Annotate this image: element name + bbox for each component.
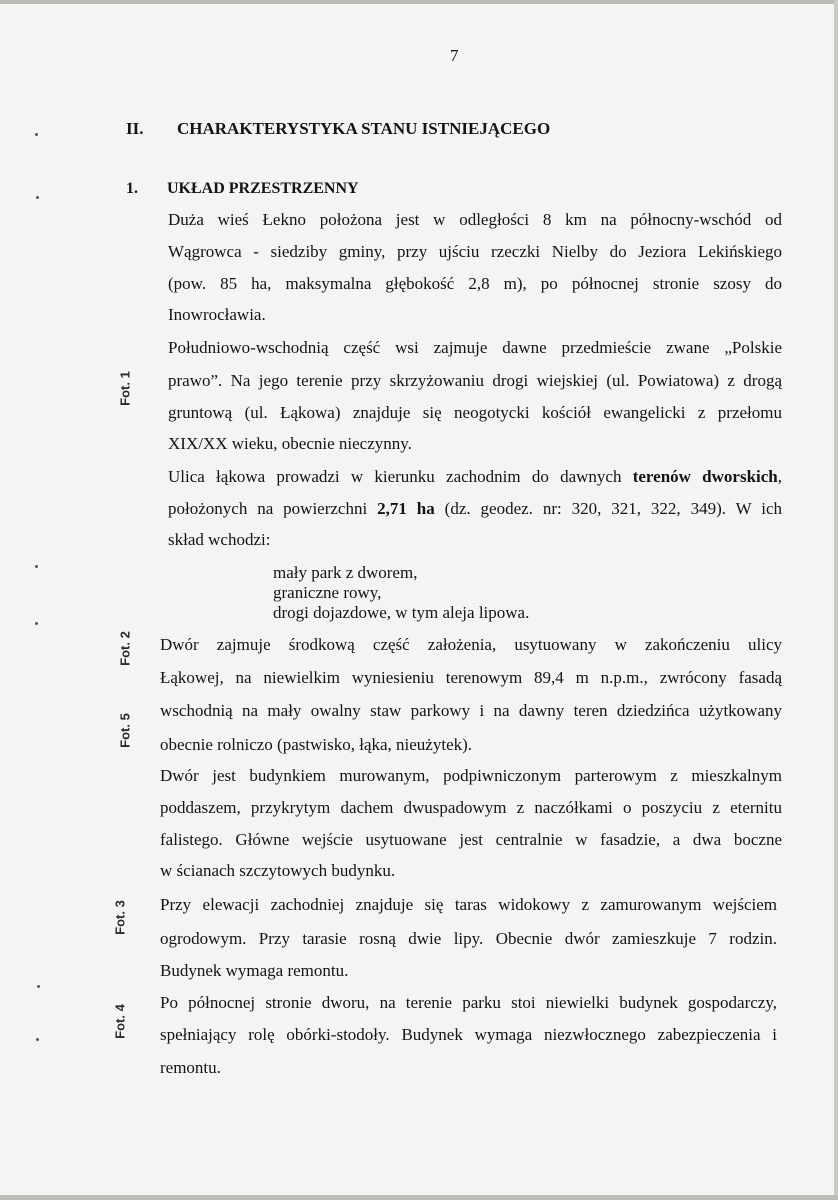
text-line: Łąkowej, na niewielkim wyniesieniu terenowym 89,4 m n.p.m., zwrócony fasadą (160, 668, 782, 687)
text-line: w ścianach szczytowych budynku. (160, 861, 396, 880)
emphasis-area: 2,71 ha (377, 499, 435, 518)
text-line (168, 498, 782, 520)
text-run: Ulica łąkowa prowadzi w kierunku zachodnim do dawnych (168, 467, 622, 486)
text-line: obecnie rolniczo (pastwisko, łąka, nieużytek). (160, 735, 473, 754)
text-line: prawo”. Na jego terenie przy skrzyżowaniu drogi wiejskiej (ul. Powiatowa) z drogą (168, 371, 782, 390)
subsection-number: 1. (126, 180, 138, 197)
text-line: Duża wieś Łekno położona jest w odległości 8 km na północny-wschód od (168, 210, 782, 229)
text-line: Dwór zajmuje środkową część założenia, usytuowany w zakończeniu ulicy (160, 635, 782, 654)
text-run: , (777, 467, 782, 486)
text-line: XIX/XX wieku, obecnie nieczynny. (168, 434, 412, 453)
scan-speck (35, 133, 38, 136)
emphasis-terrain: terenów dworskich (632, 467, 778, 486)
margin-note-fot5: Fot. 5 (117, 713, 133, 748)
text-line: ogrodowym. Przy tarasie rosną dwie lipy. Obecnie dwór zamieszkuje 7 rodzin. (160, 929, 777, 948)
margin-note-fot3: Fot. 3 (112, 900, 128, 935)
composition-list (273, 563, 529, 623)
text-line: (pow. 85 ha, maksymalna głębokość 2,8 m), po północnej stronie szosy do (168, 274, 782, 293)
text-run: (dz. geodez. nr: 320, 321, 322, 349). W ich (444, 499, 783, 518)
text-line: Dwór jest budynkiem murowanym, podpiwniczonym parterowym z mieszkalnym (160, 766, 782, 785)
section-number: II. (126, 119, 144, 138)
scan-speck (36, 196, 39, 199)
scan-edge-right (834, 0, 838, 1200)
scan-speck (36, 1038, 39, 1041)
text-line: gruntową (ul. Łąkowa) znajduje się neogotycki kościół ewangelicki z przełomu (168, 403, 782, 422)
text-line: Południowo-wschodnią część wsi zajmuje dawne przedmieście zwane „Polskie (168, 338, 782, 357)
text-line: spełniający rolę obórki-stodoły. Budynek wymaga niezwłocznego zabezpieczenia i (160, 1025, 777, 1044)
margin-note-fot4: Fot. 4 (112, 1004, 128, 1039)
list-item: mały park z dworem, (273, 563, 418, 582)
margin-note-fot2: Fot. 2 (117, 631, 133, 666)
subsection-title: UKŁAD PRZESTRZENNY (167, 180, 359, 197)
text-line: wschodnią na mały owalny staw parkowy i na dawny teren dziedzińca użytkowany (160, 701, 782, 720)
text-line: Przy elewacji zachodniej znajduje się taras widokowy z zamurowanym wejściem (160, 895, 777, 914)
page-number: 7 (450, 46, 459, 65)
scan-speck (37, 985, 40, 988)
text-line: Inowrocławia. (168, 305, 266, 324)
text-line: remontu. (160, 1058, 221, 1077)
list-item: drogi dojazdowe, w tym aleja lipowa. (273, 603, 530, 622)
scan-speck (35, 565, 38, 568)
section-title: CHARAKTERYSTYKA STANU ISTNIEJĄCEGO (177, 119, 551, 138)
text-line: Wągrowca - siedziby gminy, przy ujściu rzeczki Nielby do Jeziora Lekińskiego (168, 242, 782, 261)
text-line: skład wchodzi: (168, 530, 271, 549)
scan-speck (35, 622, 38, 625)
text-line: Po północnej stronie dworu, na terenie parku stoi niewielki budynek gospodarczy, (160, 993, 777, 1012)
margin-note-fot1: Fot. 1 (117, 371, 133, 406)
text-line: poddaszem, przykrytym dachem dwuspadowym z naczółkami o poszyciu z eternitu (160, 798, 782, 817)
text-line: falistego. Główne wejście usytuowane jest centralnie w fasadzie, a dwa boczne (160, 830, 782, 849)
list-item: graniczne rowy, (273, 583, 382, 602)
text-line (168, 466, 782, 488)
scan-edge-top (0, 0, 838, 4)
text-run: położonych na powierzchni (168, 499, 368, 518)
scan-edge-bottom (0, 1195, 838, 1200)
text-line: Budynek wymaga remontu. (160, 961, 349, 980)
